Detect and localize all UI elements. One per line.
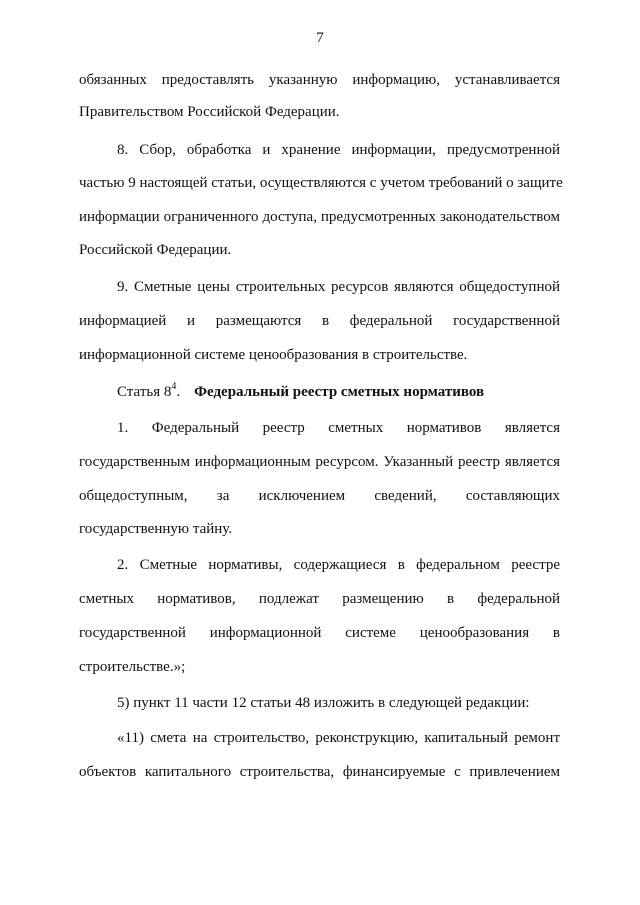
paragraph-line: информации ограниченного доступа, предусмотренных законодательством (79, 209, 560, 225)
paragraph-line: государственную тайну. (79, 521, 233, 537)
paragraph-line: обязанных предоставлять указанную информацию, устанавливается (79, 72, 560, 88)
paragraph-line: объектов капитального строительства, финансируемые с привлечением (79, 764, 560, 780)
paragraph-line: 9. Сметные цены строительных ресурсов являются общедоступной (117, 279, 560, 295)
paragraph-line: строительстве.»; (79, 659, 186, 675)
paragraph-line: сметных нормативов, подлежат размещению в федеральной (79, 591, 560, 607)
article-superscript: 4 (171, 381, 177, 392)
paragraph-line: информацией и размещаются в федеральной государственной (79, 313, 560, 329)
paragraph-line: информационной системе ценообразования в строительстве. (79, 347, 468, 363)
paragraph-line: частью 9 настоящей статьи, осуществляются с учетом требований о защите (79, 175, 563, 191)
paragraph-line: 5) пункт 11 части 12 статьи 48 изложить в следующей редакции: (117, 695, 530, 711)
paragraph-line: государственной информационной системе ценообразования в (79, 625, 560, 641)
paragraph-line: государственным информационным ресурсом. Указанный реестр является (79, 454, 560, 470)
paragraph-line: 1. Федеральный реестр сметных нормативов является (117, 420, 560, 436)
paragraph-line: 8. Сбор, обработка и хранение информации, предусмотренной (117, 142, 560, 158)
paragraph-line: общедоступным, за исключением сведений, составляющих (79, 488, 560, 504)
page-number: 7 (316, 30, 324, 46)
paragraph-line: Российской Федерации. (79, 242, 232, 258)
paragraph-line: Правительством Российской Федерации. (79, 104, 340, 120)
paragraph-line: «11) смета на строительство, реконструкцию, капитальный ремонт (117, 730, 560, 746)
article-period: . (176, 384, 181, 400)
paragraph-line: 2. Сметные нормативы, содержащиеся в федеральном реестре (117, 557, 560, 573)
article-heading (117, 383, 560, 401)
article-number: Статья 8 (117, 384, 172, 400)
article-title: Федеральный реестр сметных нормативов (194, 384, 485, 400)
